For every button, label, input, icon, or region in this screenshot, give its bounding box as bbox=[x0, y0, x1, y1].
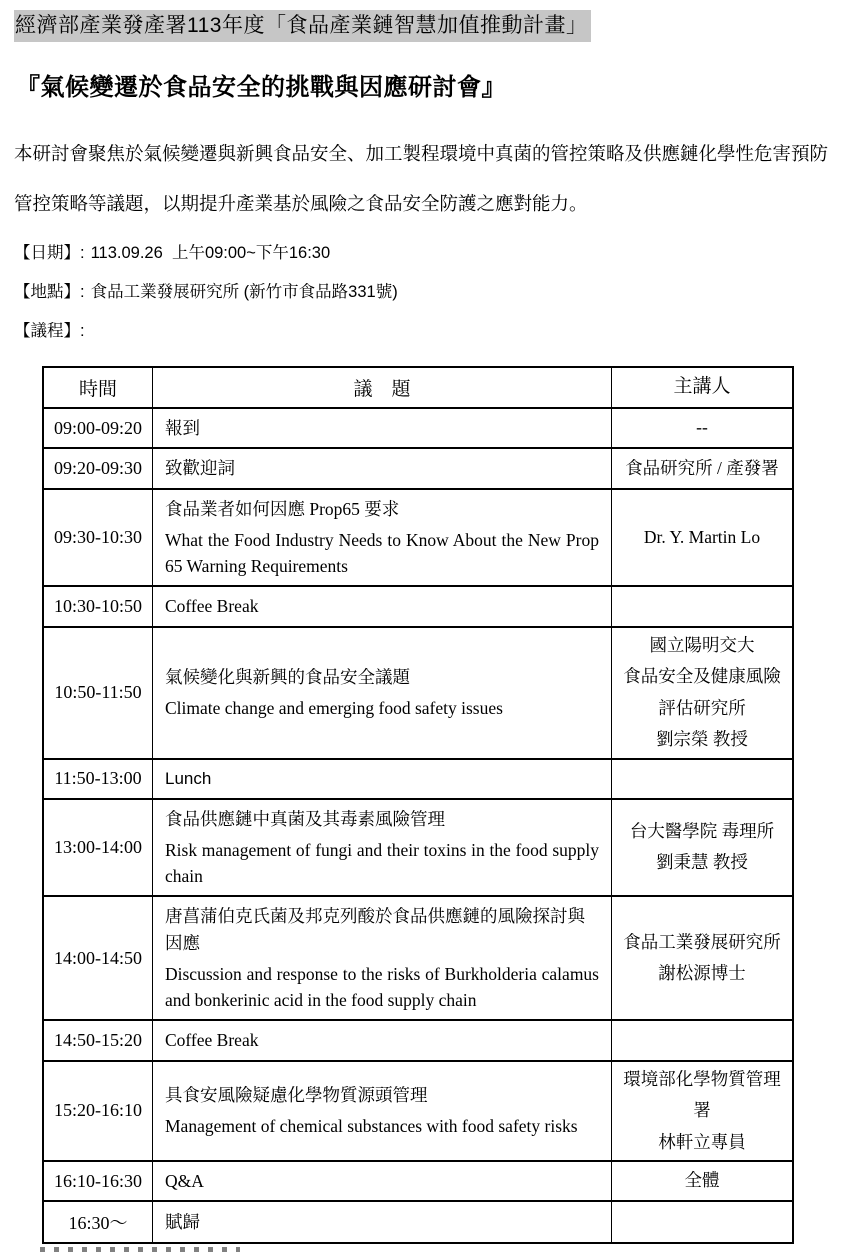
topic-zh: 唐菖蒲伯克氏菌及邦克列酸於食品供應鏈的風險探討與因應 bbox=[165, 906, 585, 953]
table-row bbox=[43, 799, 793, 897]
speaker-cell: 環境部化學物質管理署 林軒立專員 bbox=[612, 1061, 794, 1162]
topic-cell bbox=[153, 408, 612, 448]
event-meta bbox=[14, 234, 865, 351]
time-cell: 09:00-09:20 bbox=[43, 408, 153, 448]
topic-zh: 氣候變化與新興的食品安全議題 bbox=[165, 666, 410, 687]
header-speaker: 主講人 bbox=[612, 367, 794, 408]
topic-en: Discussion and response to the risks of Burkholderia calamus and bonkerinic acid in the food supply chain bbox=[165, 963, 599, 1010]
time-cell: 09:20-09:30 bbox=[43, 448, 153, 488]
speaker-cell bbox=[612, 1201, 794, 1243]
speaker-cell: Dr. Y. Martin Lo bbox=[612, 489, 794, 587]
table-row bbox=[43, 1020, 793, 1060]
topic-cell bbox=[153, 586, 612, 626]
speaker-cell: 國立陽明交大 食品安全及健康風險評估研究所 劉宗榮 教授 bbox=[612, 627, 794, 759]
table-row bbox=[43, 759, 793, 799]
intro-line: 本研討會聚焦於氣候變遷與新興食品安全、加工製程環境中真菌的管控策略及供應鏈化學性危害預防 bbox=[14, 143, 829, 164]
agenda-label: 【議程】: bbox=[14, 322, 85, 340]
topic-en: Risk management of fungi and their toxins in the food supply chain bbox=[165, 839, 599, 886]
table-row bbox=[43, 1061, 793, 1162]
speaker-cell: -- bbox=[612, 408, 794, 448]
topic-en: Coffee Break bbox=[165, 596, 259, 617]
header-topic: 議 題 bbox=[153, 367, 612, 408]
intro-line: 管控策略等議題，以期提升產業基於風險之食品安全防護之應對能力。 bbox=[14, 193, 588, 214]
table-row bbox=[43, 1161, 793, 1201]
speaker-cell: 食品工業發展研究所 謝松源博士 bbox=[612, 896, 794, 1020]
time-cell: 14:00-14:50 bbox=[43, 896, 153, 1020]
topic-en: Management of chemical substances with food safety risks bbox=[165, 1116, 578, 1137]
topic-zh: 具食安風險疑慮化學物質源頭管理 bbox=[165, 1085, 428, 1105]
speaker-cell: 台大醫學院 毒理所 劉秉慧 教授 bbox=[612, 799, 794, 897]
time-cell: 13:00-14:00 bbox=[43, 799, 153, 897]
topic-en: Q&A bbox=[165, 1171, 204, 1191]
venue-value: 食品工業發展研究所 (新竹市食品路331號) bbox=[90, 283, 398, 301]
topic-cell bbox=[153, 896, 612, 1020]
time-cell: 11:50-13:00 bbox=[43, 759, 153, 799]
table-row bbox=[43, 489, 793, 587]
table-header-row bbox=[43, 367, 793, 408]
speaker-cell bbox=[612, 759, 794, 799]
date-line bbox=[14, 234, 865, 273]
program-header-note: 經濟部產業發產署113年度「食品產業鏈智慧加值推動計畫」 bbox=[14, 10, 591, 42]
table-row bbox=[43, 1201, 793, 1243]
topic-cell bbox=[153, 1161, 612, 1201]
topic-en: Coffee Break bbox=[165, 1030, 259, 1051]
table-row bbox=[43, 408, 793, 448]
table-row bbox=[43, 448, 793, 488]
table-row bbox=[43, 627, 793, 759]
topic-zh: 食品供應鏈中真菌及其毒素風險管理 bbox=[165, 808, 445, 829]
topic-en: Lunch bbox=[165, 768, 212, 788]
table-row bbox=[43, 896, 793, 1020]
topic-zh: 報到 bbox=[165, 418, 200, 438]
speaker-cell bbox=[612, 1020, 794, 1060]
topic-cell bbox=[153, 1020, 612, 1060]
topic-cell bbox=[153, 489, 612, 587]
time-cell: 16:30～ bbox=[43, 1201, 153, 1243]
intro-paragraph bbox=[14, 128, 851, 228]
topic-zh: 致歡迎詞 bbox=[165, 458, 235, 479]
clipped-text-fragment bbox=[40, 1247, 240, 1252]
header-time: 時間 bbox=[43, 367, 153, 408]
topic-zh: 食品業者如何因應 Prop65 要求 bbox=[165, 498, 400, 519]
topic-cell bbox=[153, 1201, 612, 1243]
topic-cell bbox=[153, 1061, 612, 1162]
time-cell: 14:50-15:20 bbox=[43, 1020, 153, 1060]
topic-cell bbox=[153, 759, 612, 799]
agenda-line bbox=[14, 312, 865, 351]
speaker-cell bbox=[612, 586, 794, 626]
topic-en: What the Food Industry Needs to Know About the New Prop 65 Warning Requirements bbox=[165, 529, 599, 576]
topic-en: Climate change and emerging food safety issues bbox=[165, 698, 503, 718]
seminar-title: 『氣候變遷於食品安全的挑戰與因應研討會』 bbox=[16, 74, 506, 101]
table-row bbox=[43, 586, 793, 626]
time-cell: 10:30-10:50 bbox=[43, 586, 153, 626]
venue-line bbox=[14, 273, 865, 312]
venue-label: 【地點】: bbox=[14, 283, 85, 301]
time-cell: 10:50-11:50 bbox=[43, 627, 153, 759]
agenda-table bbox=[42, 366, 794, 1244]
topic-cell bbox=[153, 448, 612, 488]
date-label: 【日期】: bbox=[14, 244, 85, 262]
speaker-cell: 全體 bbox=[612, 1161, 794, 1201]
time-cell: 16:10-16:30 bbox=[43, 1161, 153, 1201]
time-cell: 09:30-10:30 bbox=[43, 489, 153, 587]
time-cell: 15:20-16:10 bbox=[43, 1061, 153, 1162]
topic-cell bbox=[153, 627, 612, 759]
topic-zh: 賦歸 bbox=[165, 1212, 200, 1233]
date-value: 113.09.26 上午09:00~下午16:30 bbox=[90, 244, 331, 262]
speaker-cell: 食品研究所 / 產發署 bbox=[612, 448, 794, 488]
topic-cell bbox=[153, 799, 612, 897]
